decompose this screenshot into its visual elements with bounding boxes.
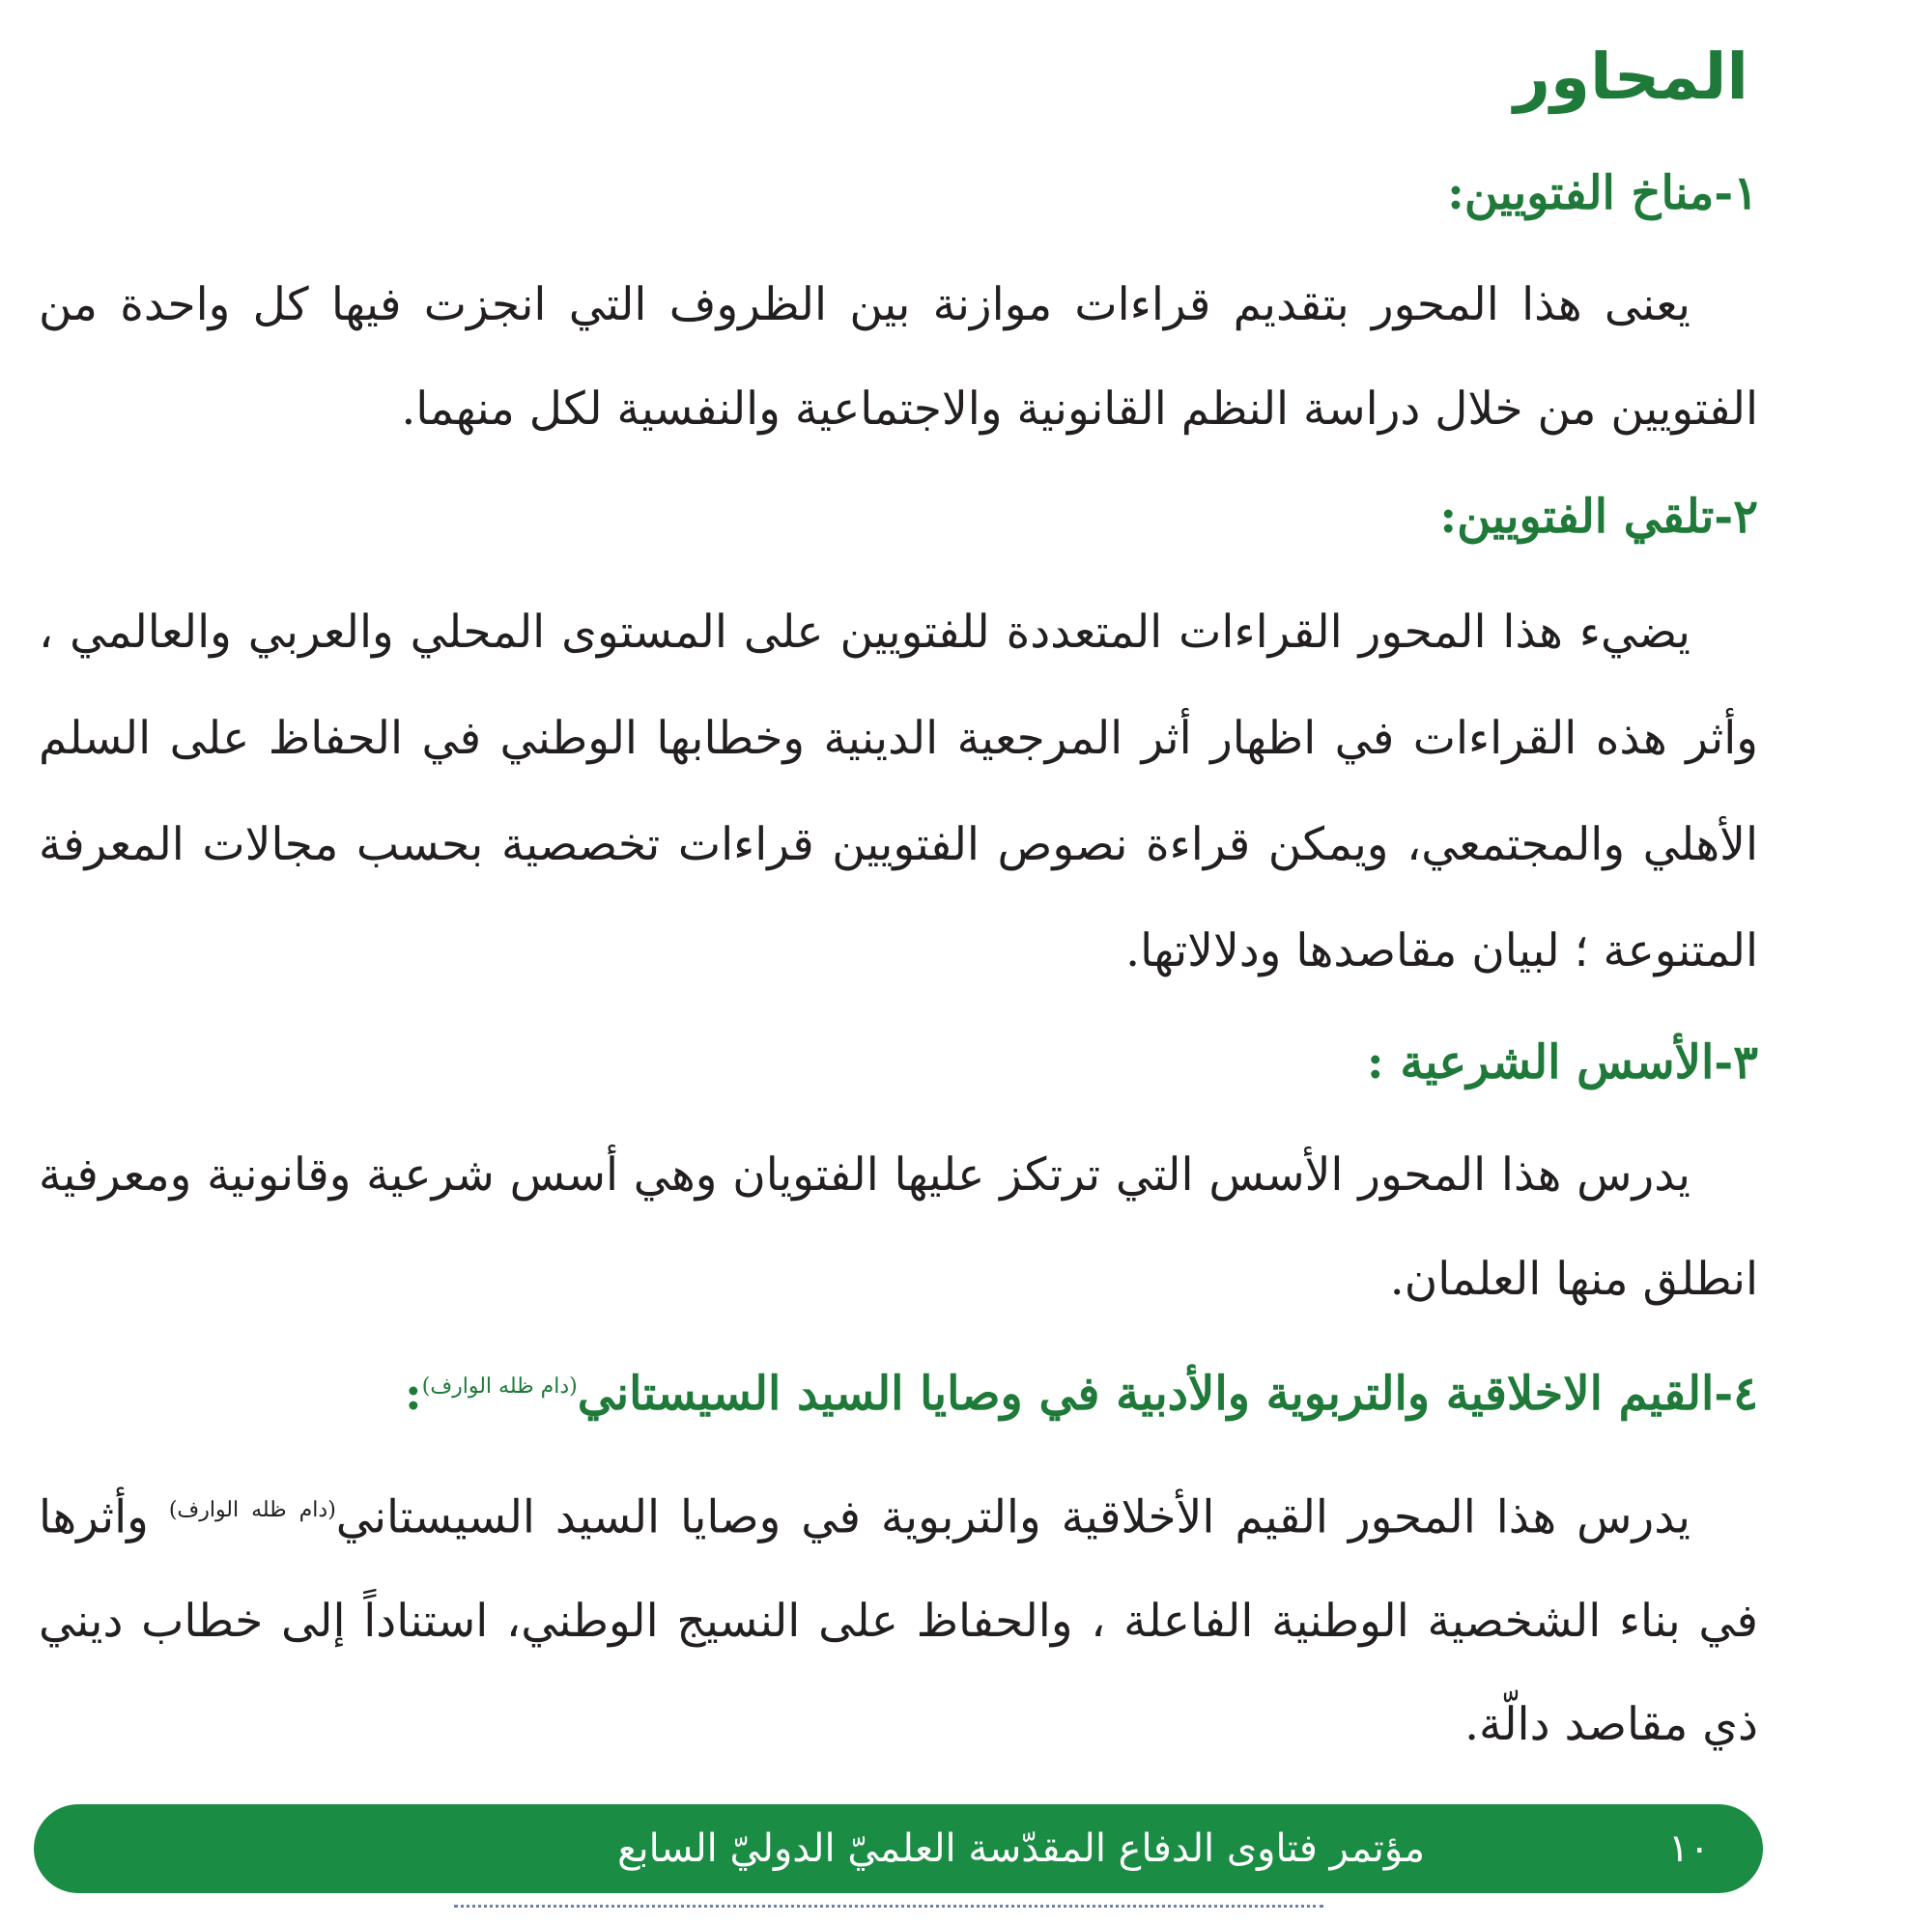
heading-honorific: (دام ظله الوارف) — [421, 1374, 578, 1399]
section-paragraph-foundations — [39, 1123, 1758, 1332]
section-paragraph-reception — [39, 580, 1758, 1005]
section-heading-reception: ٢-تلقي الفتويين: — [1439, 490, 1758, 544]
section-text-values-part2: وأثرها في بناء الشخصية الوطنية الفاعلة ، والحفاظ على النسيج الوطني، استناداً إلى خطاب ديني ذي مقاصد دالّة. — [39, 1490, 1758, 1751]
footer-dotted-line — [454, 1905, 1323, 1908]
section-text-foundations: يدرس هذا المحور الأسس التي ترتكز عليها الفتويان وهي أسس شرعية وقانونية ومعرفية انطلق منها العلمان. — [39, 1148, 1758, 1306]
page-number: ١٠ — [1668, 1826, 1710, 1871]
section-heading-foundations: ٣-الأسس الشرعية : — [1366, 1035, 1758, 1090]
heading-colon: : — [405, 1367, 422, 1421]
section-paragraph-climate — [39, 253, 1758, 462]
section-heading-values-text: ٤-القيم الاخلاقية والتربوية والأدبية في وصايا السيد السيستاني — [577, 1367, 1758, 1421]
page-title: المحاور — [1513, 40, 1748, 114]
section-heading-climate: ١-مناخ الفتويين: — [1447, 166, 1758, 220]
section-text-reception: يضيء هذا المحور القراءات المتعددة للفتويين على المستوى المحلي والعربي والعالمي ، وأثر هذه القراءات في اظهار أثر المرجعية الدينية وخطابها الوطني في الحفاظ على السلم الأهلي والمجتمعي، ويمكن قراءة نصوص الفتويين قراءات تخصصية بحسب مجالات المعرفة المتنوعة ؛ لبيان مقاصدها ودلالاتها. — [39, 606, 1758, 977]
section-paragraph-values — [39, 1458, 1758, 1776]
paragraph-honorific: (دام ظله الوارف) — [168, 1498, 336, 1522]
section-heading-values — [405, 1348, 1758, 1432]
section-text-climate: يعنى هذا المحور بتقديم قراءات موازنة بين الظروف التي انجزت فيها كل واحدة من الفتويين من خلال دراسة النظم القانونية والاجتماعية والنفسية لكل منهما. — [39, 278, 1758, 436]
section-text-values-part1: يدرس هذا المحور القيم الأخلاقية والتربوية في وصايا السيد السيستاني — [335, 1490, 1690, 1544]
conference-title: مؤتمر فتاوى الدفاع المقدّسة العلميّ الدوليّ السابع — [617, 1826, 1425, 1871]
footer-bar — [34, 1804, 1763, 1893]
